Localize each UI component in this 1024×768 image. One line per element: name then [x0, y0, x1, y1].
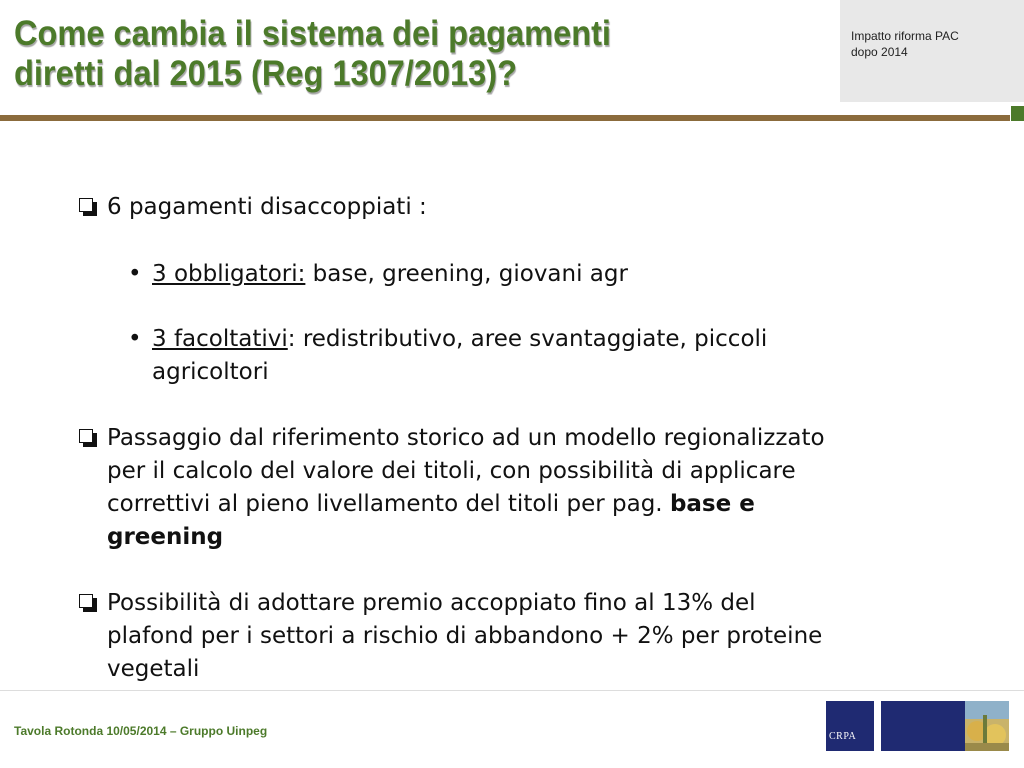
- sub-item-2-text-cont: agricoltori: [152, 359, 269, 385]
- bullet-item-1: 6 pagamenti disaccoppiati :: [107, 194, 427, 220]
- bullet-item-3: [107, 587, 822, 686]
- sub-item-2-text: : redistributivo, aree svantaggiate, piccoli: [287, 326, 768, 352]
- corner-label-line-2: dopo 2014: [851, 45, 908, 59]
- bullet-item-2-line-1: Passaggio dal riferimento storico ad un modello regionalizzato: [107, 425, 825, 451]
- checkbox-bullet-icon: [79, 429, 99, 449]
- bullet-item-2-line-3: correttivi al pieno livellamento del titoli per pag.: [107, 491, 670, 517]
- bullet-item-2-bold-1: base e: [669, 491, 755, 517]
- checkbox-bullet-icon: [79, 594, 99, 614]
- sub-item-2: [152, 323, 767, 389]
- crpa-logo-text: CRPA: [829, 731, 857, 742]
- crpa-logo: [826, 701, 874, 751]
- sub-item-2-label: 3 facoltativi: [152, 326, 288, 352]
- farm-photo-image: [965, 701, 1009, 751]
- bullet-item-2-line-2: per il calcolo del valore dei titoli, con possibilità di applicare: [107, 458, 796, 484]
- bullet-item-3-line-1: Possibilità di adottare premio accoppiato fino al 13% del: [107, 590, 756, 616]
- checkbox-bullet-icon: [79, 198, 99, 218]
- footer-rule: [0, 690, 1024, 691]
- dot-bullet-icon: •: [128, 326, 142, 352]
- footer-text: Tavola Rotonda 10/05/2014 – Gruppo Uinpeg: [14, 724, 268, 738]
- corner-label-line-1: Impatto riforma PAC: [851, 29, 959, 43]
- bullet-item-3-line-2: plafond per i settori a rischio di abbandono + 2% per proteine: [107, 623, 823, 649]
- dot-bullet-icon: •: [128, 261, 142, 287]
- logo-panel: [881, 701, 965, 751]
- title-line-2: diretti dal 2015 (Reg 1307/2013)?: [14, 54, 517, 93]
- bullet-item-2: [107, 422, 825, 554]
- title-line-1: Come cambia il sistema dei pagamenti: [14, 14, 611, 53]
- sub-item-1-text: base, greening, giovani agr: [305, 261, 628, 287]
- sub-item-1-label: 3 obbligatori:: [152, 261, 306, 287]
- sub-item-1: [152, 258, 628, 291]
- bullet-item-3-line-3: vegetali: [107, 656, 200, 682]
- bullet-item-2-bold-2: greening: [107, 524, 224, 550]
